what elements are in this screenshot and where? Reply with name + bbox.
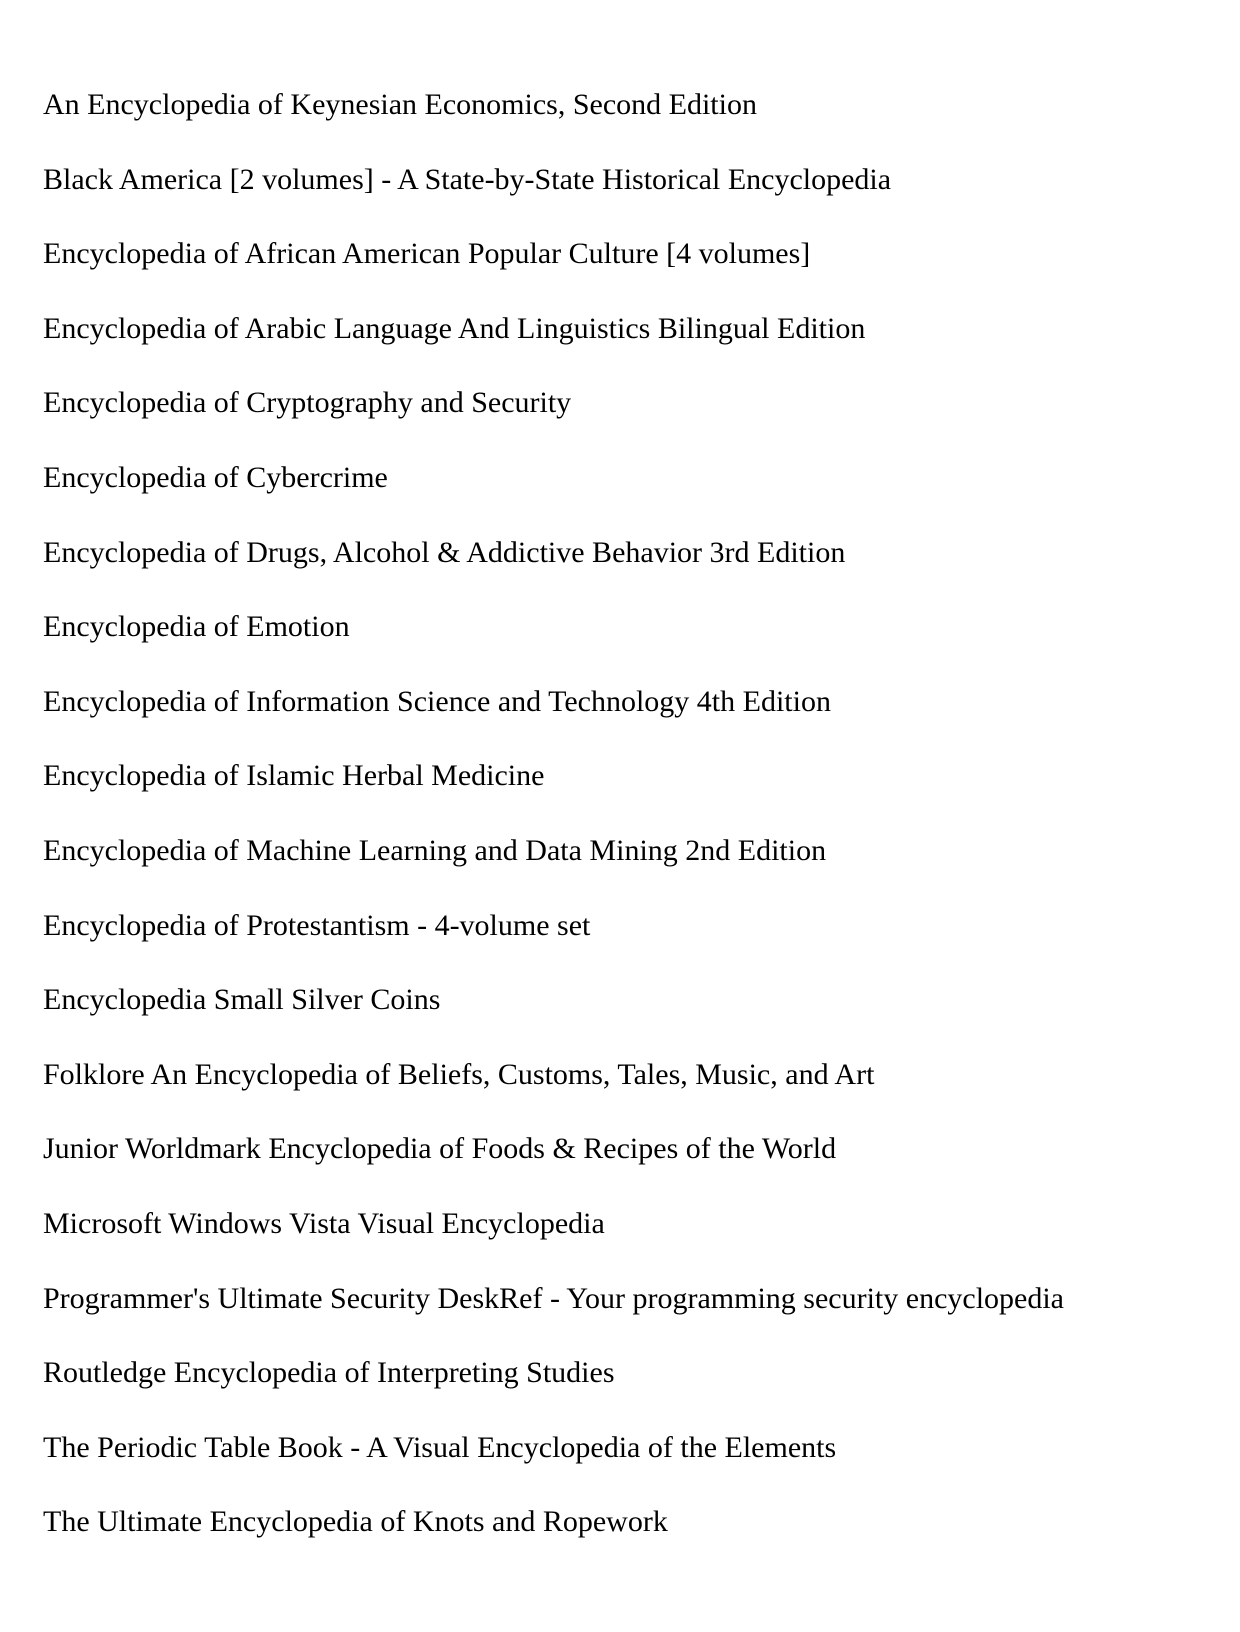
list-item: Encyclopedia of African American Popular Culture [4 volumes] (43, 237, 811, 271)
list-item: An Encyclopedia of Keynesian Economics, Second Edition (43, 88, 757, 121)
list-item: Encyclopedia of Arabic Language And Linguistics Bilingual Edition (43, 311, 866, 345)
list-item: Programmer's Ultimate Security DeskRef - Your programming security encyclopedia (43, 1281, 1064, 1315)
encyclopedia-title-list (43, 85, 1223, 1577)
list-item: Encyclopedia of Information Science and Technology 4th Edition (43, 684, 831, 718)
list-item: Encyclopedia of Drugs, Alcohol & Addictive Behavior 3rd Edition (43, 535, 846, 569)
list-item: Microsoft Windows Vista Visual Encyclopedia (43, 1206, 605, 1240)
list-item: Encyclopedia of Machine Learning and Data Mining 2nd Edition (43, 833, 827, 867)
list-item: Encyclopedia of Protestantism - 4-volume set (43, 908, 591, 942)
list-item: The Ultimate Encyclopedia of Knots and Ropework (43, 1505, 668, 1539)
list-item: Junior Worldmark Encyclopedia of Foods & Recipes of the World (43, 1132, 837, 1166)
list-item: Encyclopedia Small Silver Coins (43, 983, 441, 1017)
list-item: The Periodic Table Book - A Visual Encyclopedia of the Elements (43, 1430, 837, 1464)
list-item: Folklore An Encyclopedia of Beliefs, Customs, Tales, Music, and Art (43, 1057, 875, 1091)
list-item: Encyclopedia of Emotion (43, 610, 350, 644)
list-item: Encyclopedia of Cybercrime (43, 460, 388, 494)
list-item: Black America [2 volumes] - A State-by-State Historical Encyclopedia (43, 162, 892, 196)
list-item: Encyclopedia of Islamic Herbal Medicine (43, 759, 545, 793)
list-item: Encyclopedia of Cryptography and Security (43, 386, 572, 420)
list-item: Routledge Encyclopedia of Interpreting Studies (43, 1356, 615, 1390)
